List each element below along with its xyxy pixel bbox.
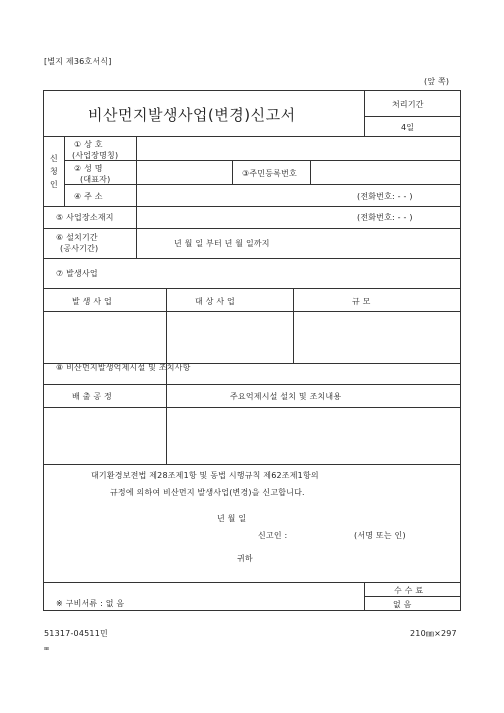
reg-divider	[310, 160, 311, 184]
row-line	[64, 184, 461, 185]
declaration-line-2: 규정에 의하여 비산먼지 발생사업(변경)을 신고합니다.	[110, 488, 305, 497]
install-label: ⑥ 설치기간	[56, 233, 98, 242]
row-line	[43, 384, 461, 385]
fee-value: 없 음	[393, 600, 412, 609]
fee-label: 수 수 료	[394, 586, 424, 595]
row-line	[43, 228, 461, 229]
row-line	[64, 160, 461, 161]
site-label: ⑤ 사업장소재지	[56, 213, 114, 222]
measures-col-process: 배 출 공 정	[72, 392, 112, 401]
representative-sub: (대표자)	[80, 175, 111, 184]
row-line	[43, 258, 461, 259]
row-line	[43, 311, 461, 312]
fee-line	[364, 596, 461, 597]
form-title: 비산먼지발생사업(변경)신고서	[88, 106, 296, 124]
title-divider	[364, 90, 365, 136]
paper-size: 210㎜×297	[410, 629, 457, 638]
measures-label: ⑧ 비산먼지발생억제시설 및 조치사항	[56, 363, 191, 372]
business-name-label: ① 상 호	[74, 140, 103, 149]
representative-label: ② 성 명	[74, 164, 103, 173]
unit-mark: ㎜	[44, 646, 50, 652]
form-code: 51317-04511민	[44, 629, 108, 638]
col-divider	[166, 288, 167, 464]
applicant-group-divider	[64, 136, 65, 206]
period-divider	[364, 116, 461, 117]
applicant-label-divider	[136, 136, 137, 206]
page-side: (앞 쪽)	[424, 77, 450, 86]
declaration-recipient: 귀하	[237, 554, 253, 563]
applicant-group-char-1: 신	[50, 154, 58, 163]
install-period: 년 월 일 부터 년 월 일까지	[174, 239, 270, 248]
address-label: ④ 주 소	[74, 192, 103, 201]
business-label: ⑦ 발생사업	[56, 269, 98, 278]
declaration-date: 년 월 일	[217, 514, 247, 523]
install-sub: (공사기간)	[60, 244, 99, 253]
row-line	[43, 136, 461, 137]
row-line	[43, 407, 461, 408]
reg-divider	[232, 160, 233, 184]
required-documents: ※ 구비서류 : 없 음	[56, 599, 125, 608]
site-phone: (전화번호: - - )	[357, 213, 413, 222]
applicant-group-char-3: 인	[50, 180, 58, 189]
declaration-signer: 신고인 :	[258, 531, 288, 540]
row-line	[43, 206, 461, 207]
business-name-sub: (사업장명칭)	[72, 151, 119, 160]
declaration-line-1: 대기환경보전법 제28조제1항 및 동법 시행규칙 제62조제1항의	[91, 471, 319, 480]
measures-col-facility: 주요억제시설 설치 및 조치내용	[230, 392, 342, 401]
site-divider	[136, 206, 137, 228]
address-phone: (전화번호: - - )	[357, 192, 413, 201]
install-divider	[136, 228, 137, 258]
row-line	[43, 582, 461, 583]
row-line	[43, 288, 461, 289]
business-col-scale: 규 모	[352, 297, 371, 306]
applicant-group-char-2: 청	[50, 167, 58, 176]
declaration-sign-note: (서명 또는 인)	[354, 531, 406, 540]
col-divider	[293, 288, 294, 363]
resident-number-label: ③주민등록번호	[242, 169, 297, 178]
row-line	[43, 464, 461, 465]
business-col-occurring: 발 생 사 업	[72, 297, 112, 306]
form-number: [별지 제36호서식]	[44, 57, 112, 66]
period-label: 처리기간	[392, 100, 424, 109]
business-col-target: 대 상 사 업	[195, 297, 235, 306]
period-value: 4일	[401, 123, 415, 132]
